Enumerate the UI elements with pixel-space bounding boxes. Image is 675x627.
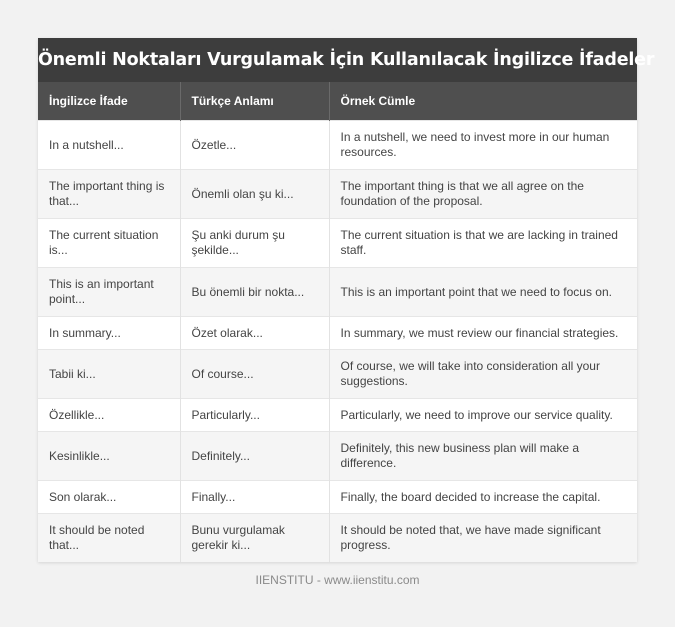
cell-turkish: Şu anki durum şu şekilde... [180,219,329,268]
cell-english: Kesinlikle... [38,432,180,481]
cell-turkish: Önemli olan şu ki... [180,170,329,219]
table-row [38,432,637,481]
phrases-table-card [38,38,655,562]
cell-turkish: Particularly... [180,399,329,432]
cell-english: In summary... [38,317,180,350]
table-row [38,219,637,268]
header-row [38,82,637,121]
table-row [38,268,637,317]
cell-english: It should be noted that... [38,514,180,563]
cell-example: It should be noted that, we have made significant progress. [329,514,637,563]
cell-example: The current situation is that we are lacking in trained staff. [329,219,637,268]
table-row [38,317,637,350]
cell-english: The current situation is... [38,219,180,268]
cell-english: Özellikle... [38,399,180,432]
cell-example: Of course, we will take into consideration all your suggestions. [329,350,637,399]
cell-english: Tabii ki... [38,350,180,399]
header-turkish-meaning: Türkçe Anlamı [180,82,329,121]
cell-english: This is an important point... [38,268,180,317]
table-row [38,399,637,432]
header-english-phrase: İngilizce İfade [38,82,180,121]
footer-credit: IIENSTITU - www.iienstitu.com [255,573,420,587]
cell-example: In summary, we must review our financial strategies. [329,317,637,350]
cell-turkish: Özet olarak... [180,317,329,350]
table-row [38,350,637,399]
cell-example: The important thing is that we all agree on the foundation of the proposal. [329,170,637,219]
table-row [38,170,637,219]
table-row [38,514,637,563]
cell-turkish: Definitely... [180,432,329,481]
cell-english: In a nutshell... [38,121,180,170]
table-row [38,121,637,170]
phrases-table [38,82,637,562]
cell-english: Son olarak... [38,481,180,514]
cell-turkish: Of course... [180,350,329,399]
cell-turkish: Finally... [180,481,329,514]
cell-example: This is an important point that we need to focus on. [329,268,637,317]
cell-turkish: Bunu vurgulamak gerekir ki... [180,514,329,563]
table-title: Önemli Noktaları Vurgulamak İçin Kullanılacak İngilizce İfadeler [38,38,637,82]
header-example-sentence: Örnek Cümle [329,82,637,121]
cell-turkish: Özetle... [180,121,329,170]
cell-example: Finally, the board decided to increase the capital. [329,481,637,514]
cell-turkish: Bu önemli bir nokta... [180,268,329,317]
cell-example: In a nutshell, we need to invest more in our human resources. [329,121,637,170]
cell-example: Definitely, this new business plan will make a difference. [329,432,637,481]
cell-english: The important thing is that... [38,170,180,219]
table-row [38,481,637,514]
cell-example: Particularly, we need to improve our service quality. [329,399,637,432]
